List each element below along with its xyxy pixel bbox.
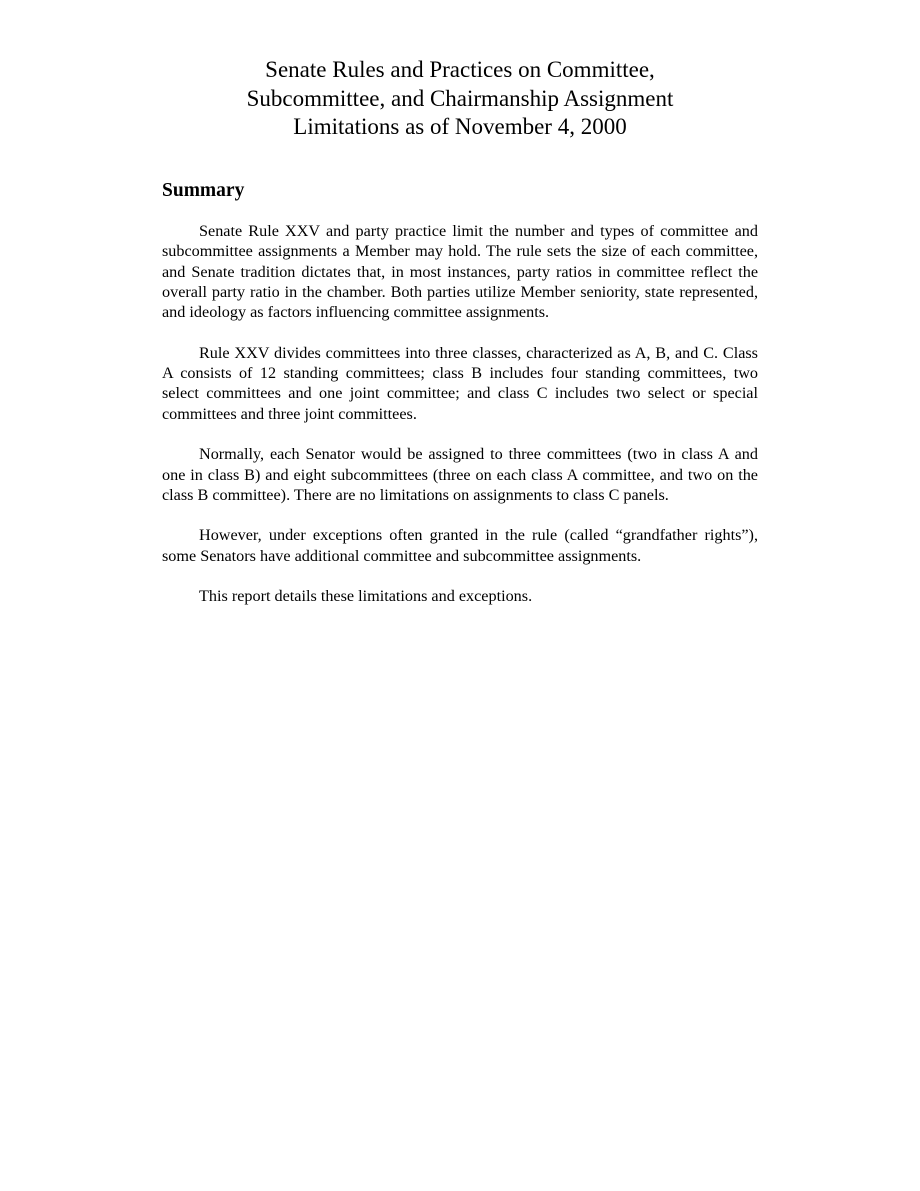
paragraph-rule-xxv: Senate Rule XXV and party practice limit the number and types of committee and subcommittee assignments a Member may hold. The rule sets the size of each committee, and Senate tradition dictates that, in most instances, party ratios in committee reflect the overall party ratio in the chamber. Both parties utilize Member seniority, state represented, and ideology as factors influencing committee assignments. bbox=[162, 222, 758, 322]
paragraph-normal-assignments: Normally, each Senator would be assigned to three committees (two in class A and one in class B) and eight subcommittees (three on each class A committee, and two on the class B committee). There are no limitations on assignments to class C panels. bbox=[162, 445, 758, 504]
paragraph-report-scope: This report details these limitations and exceptions. bbox=[199, 587, 533, 606]
title-line-3: Limitations as of November 4, 2000 bbox=[293, 114, 627, 139]
summary-heading: Summary bbox=[162, 180, 245, 201]
summary-body bbox=[162, 221, 758, 627]
paragraph-grandfather-rights: However, under exceptions often granted in the rule (called “grandfather rights”), some Senators have additional committee and subcommittee assignments. bbox=[162, 526, 758, 565]
title-line-2: Subcommittee, and Chairmanship Assignment bbox=[246, 85, 674, 111]
title-line-1: Senate Rules and Practices on Committee, bbox=[265, 57, 655, 82]
paragraph-committee-classes: Rule XXV divides committees into three classes, characterized as A, B, and C. Class A consists of 12 standing committees; class B includes four standing committees, two select committees and one joint committee; and class C includes two select or special committees and three joint committees. bbox=[162, 343, 758, 423]
document-title bbox=[162, 56, 758, 142]
